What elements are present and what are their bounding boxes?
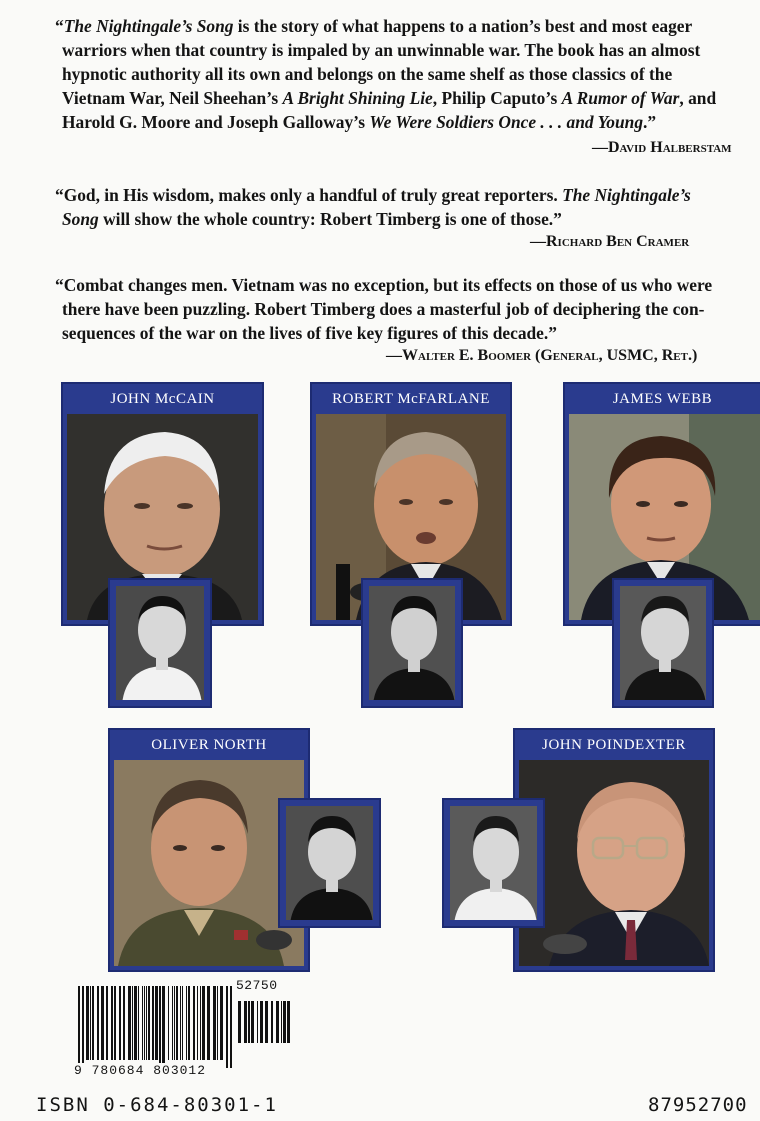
portrait-inset — [361, 578, 463, 708]
quote-line: there have been puzzling. Robert Timberg does a masterful job of deciphering the con- — [62, 299, 705, 319]
quote-line: “The Nightingale’s Song is the story of what happens to a nation’s best and most eager — [55, 16, 693, 36]
attribution-cramer: —Richard Ben Cramer — [530, 233, 690, 250]
portrait-inset — [442, 798, 545, 928]
isbn-number: ISBN 0-684-80301-1 — [36, 1094, 278, 1116]
quote-line: Song will show the whole country: Robert Timberg is one of those.” — [62, 209, 562, 229]
quote-line: “Combat changes men. Vietnam was no exception, but its effects on those of us who were — [55, 275, 713, 295]
quote-boomer — [55, 273, 760, 345]
portrait-name: JOHN McCAIN — [110, 391, 215, 407]
portrait-inset — [612, 578, 714, 708]
quote-line: Vietnam War, Neil Sheehan’s A Bright Shining Lie, Philip Caputo’s A Rumor of War, and — [62, 88, 717, 108]
quote-line: “God, in His wisdom, makes only a handful of truly great reporters. The Nightingale’s — [55, 185, 691, 205]
quote-halberstam — [55, 14, 760, 134]
portrait-name: JAMES WEBB — [612, 391, 713, 407]
portrait-photo — [114, 760, 304, 966]
portrait-name: OLIVER NORTH — [151, 737, 267, 753]
barcode-digits: 9 780684 803012 — [74, 1063, 207, 1078]
portrait-inset — [108, 578, 212, 708]
portrait-inset — [278, 798, 381, 928]
portrait-name: JOHN POINDEXTER — [542, 737, 686, 753]
quote-line: Harold G. Moore and Joseph Galloway’s We Were Soldiers Once . . . and Young.” — [62, 112, 657, 132]
quote-line: sequences of the war on the lives of five key figures of this decade.” — [62, 323, 557, 343]
quote-cramer — [55, 183, 760, 231]
portrait-name: ROBERT McFARLANE — [332, 391, 490, 407]
inventory-stamp: 87952700 — [648, 1094, 748, 1116]
attribution-boomer: —Walter E. Boomer (General, USMC, Ret.) — [386, 347, 698, 364]
portrait-photo — [519, 760, 709, 966]
price-code: 52750 — [236, 978, 278, 993]
attribution-halberstam: —David Halberstam — [592, 139, 732, 156]
quote-line: hypnotic authority all its own and belongs on the same shelf as those classics of the — [62, 64, 673, 84]
quote-line: warriors when that country is impaled by an unwinnable war. The book has an almost — [62, 40, 701, 60]
